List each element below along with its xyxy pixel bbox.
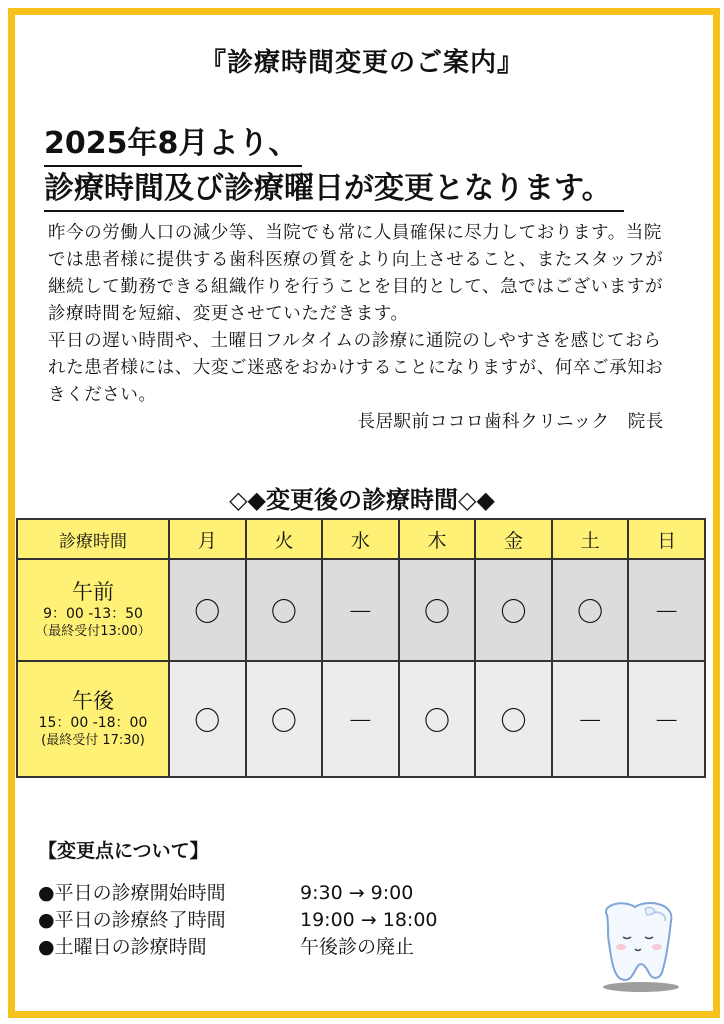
- mark-cell: －: [628, 559, 705, 661]
- changes-heading: 【変更点について】: [38, 840, 209, 862]
- change-value: 19:00 → 18:00: [300, 909, 438, 931]
- mark-cell: 〇: [475, 559, 552, 661]
- slot-last-reception: （最終受付13:00）: [35, 624, 151, 639]
- day-header-mon: 月: [169, 519, 246, 559]
- slot-cell-morning: [17, 559, 169, 661]
- list-item: [38, 907, 438, 934]
- mark-cell: －: [628, 661, 705, 777]
- list-item: [38, 934, 438, 961]
- mark-cell: 〇: [246, 559, 323, 661]
- headline-line2: 診療時間及び診療曜日が変更となります。: [44, 167, 624, 212]
- schedule-table: [16, 518, 706, 778]
- day-header-sun: 日: [628, 519, 705, 559]
- page-title: 『診療時間変更のご案内』: [199, 48, 524, 78]
- signature: 長居駅前ココロ歯科クリニック 院長: [357, 412, 664, 432]
- mark-cell: 〇: [475, 661, 552, 777]
- headline-line1: 2025年8月より、: [44, 122, 302, 167]
- change-value: 午後診の廃止: [300, 936, 415, 958]
- slot-name: 午後: [72, 689, 114, 713]
- list-item: [38, 880, 438, 907]
- body-paragraph-2: 平日の遅い時間や、土曜日フルタイムの診療に通院のしやすさを感じておられた患者様には、大変ご迷惑をおかけすることになりますが、何卒ご承知おきください。: [48, 331, 664, 405]
- corner-label: 診療時間: [17, 519, 169, 559]
- mark-cell: －: [322, 559, 399, 661]
- table-row-afternoon: [17, 661, 705, 777]
- day-header-sat: 土: [552, 519, 629, 559]
- mark-cell: －: [322, 661, 399, 777]
- mark-cell: 〇: [169, 661, 246, 777]
- slot-last-reception: (最終受付 17:30): [41, 733, 145, 748]
- day-header-thu: 木: [399, 519, 476, 559]
- mark-cell: 〇: [246, 661, 323, 777]
- table-row-morning: [17, 559, 705, 661]
- mark-cell: 〇: [552, 559, 629, 661]
- tooth-mascot-icon: [583, 895, 689, 995]
- mark-cell: －: [552, 661, 629, 777]
- slot-cell-afternoon: [17, 661, 169, 777]
- notice-body: [48, 220, 668, 436]
- change-label: ●平日の診療開始時間: [38, 882, 226, 904]
- slot-hours: 9：00 -13：50: [43, 606, 143, 622]
- changes-list: [38, 880, 438, 961]
- mark-cell: 〇: [169, 559, 246, 661]
- day-header-tue: 火: [246, 519, 323, 559]
- schedule-header-row: [17, 519, 705, 559]
- change-label: ●土曜日の診療時間: [38, 936, 207, 958]
- change-value: 9:30 → 9:00: [300, 882, 414, 904]
- body-paragraph-1: 昨今の労働人口の減少等、当院でも常に人員確保に尽力しております。当院では患者様に提供する歯科医療の質をより向上させること、またスタッフが継続して勤務できる組織作りを行うことを目的として、急ではございますが診療時間を短縮、変更させていただきます。: [48, 223, 664, 324]
- change-label: ●平日の診療終了時間: [38, 909, 226, 931]
- slot-hours: 15：00 -18：00: [38, 715, 148, 731]
- schedule-heading: ◇◆変更後の診療時間◇◆: [229, 486, 495, 514]
- mark-cell: 〇: [399, 661, 476, 777]
- day-header-wed: 水: [322, 519, 399, 559]
- headline: [44, 122, 624, 212]
- slot-name: 午前: [72, 580, 114, 604]
- mark-cell: 〇: [399, 559, 476, 661]
- day-header-fri: 金: [475, 519, 552, 559]
